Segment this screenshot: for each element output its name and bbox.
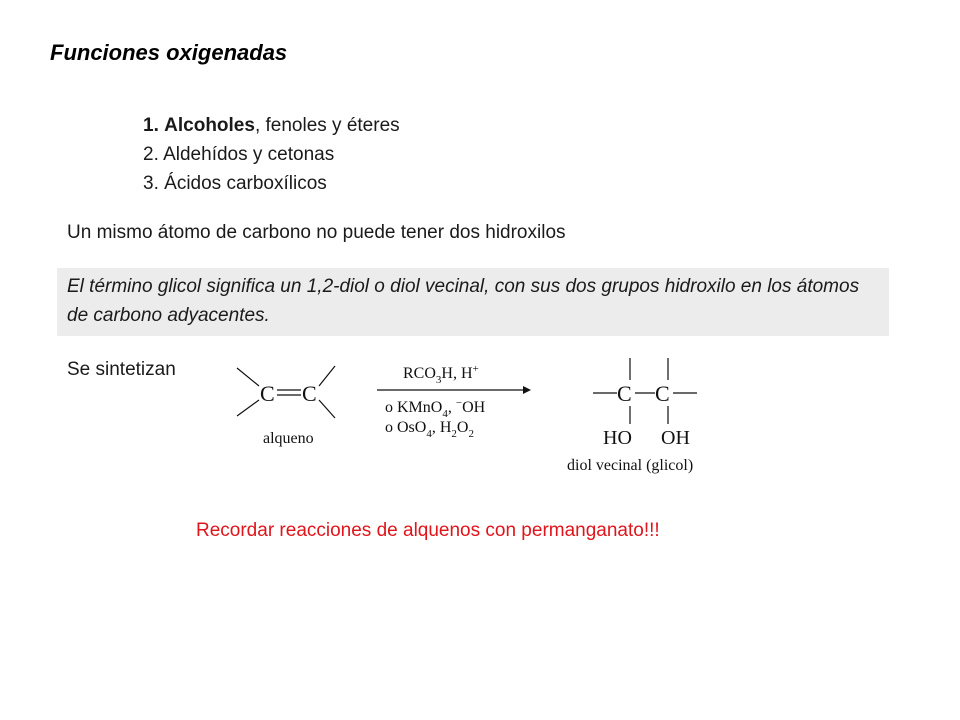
topic-label: Aldehídos y cetonas <box>163 144 335 165</box>
topic-item <box>143 169 400 198</box>
diol-structure <box>567 358 697 474</box>
topic-label: Ácidos carboxílicos <box>164 173 327 194</box>
alkene-structure <box>237 366 335 447</box>
diol-carbon-left: C <box>617 381 632 406</box>
topic-bold-label: Alcoholes <box>164 115 255 136</box>
alkene-carbon-left: C <box>260 381 275 406</box>
reagents-group <box>377 363 531 440</box>
topic-item <box>143 111 400 140</box>
reagent-peracid: $RCO_3H$, H+ <box>403 363 479 386</box>
reagent-osmium: o OsO$_4$, $H_2O_2$ <box>385 419 474 440</box>
glycol-definition-box <box>57 268 889 336</box>
topic-number: 1. <box>143 115 159 136</box>
alkene-name: alqueno <box>263 430 314 447</box>
synthesis-label: Se sintetizan <box>67 359 176 380</box>
alkene-carbon-right: C <box>302 381 317 406</box>
topic-number: 3. <box>143 173 159 194</box>
hydroxyl-rule-text: Un mismo átomo de carbono no puede tener dos hidroxilos <box>67 222 566 243</box>
topic-number: 2. <box>143 144 159 165</box>
diol-hydroxyl-left: HO <box>603 427 632 449</box>
reaction-scheme <box>225 348 745 480</box>
slide-title: Funciones oxigenadas <box>50 40 288 65</box>
topic-label: , fenoles y éteres <box>254 115 400 136</box>
topic-list <box>143 111 400 198</box>
arrow-head-icon <box>523 386 531 394</box>
topic-item <box>143 140 400 169</box>
glycol-definition-text: El término glicol significa un 1,2-diol o diol vecinal, con sus dos grupos hidroxilo en los átomos de carbono adyacentes. <box>67 276 860 326</box>
diol-hydroxyl-right: OH <box>661 427 690 449</box>
reagent-permanganate: o KMnO$_4$, −OH <box>385 397 486 420</box>
diol-carbon-right: C <box>655 381 670 406</box>
diol-name: diol vecinal (glicol) <box>567 457 694 474</box>
permanganate-reminder: Recordar reacciones de alquenos con permanganato!!! <box>196 520 660 541</box>
